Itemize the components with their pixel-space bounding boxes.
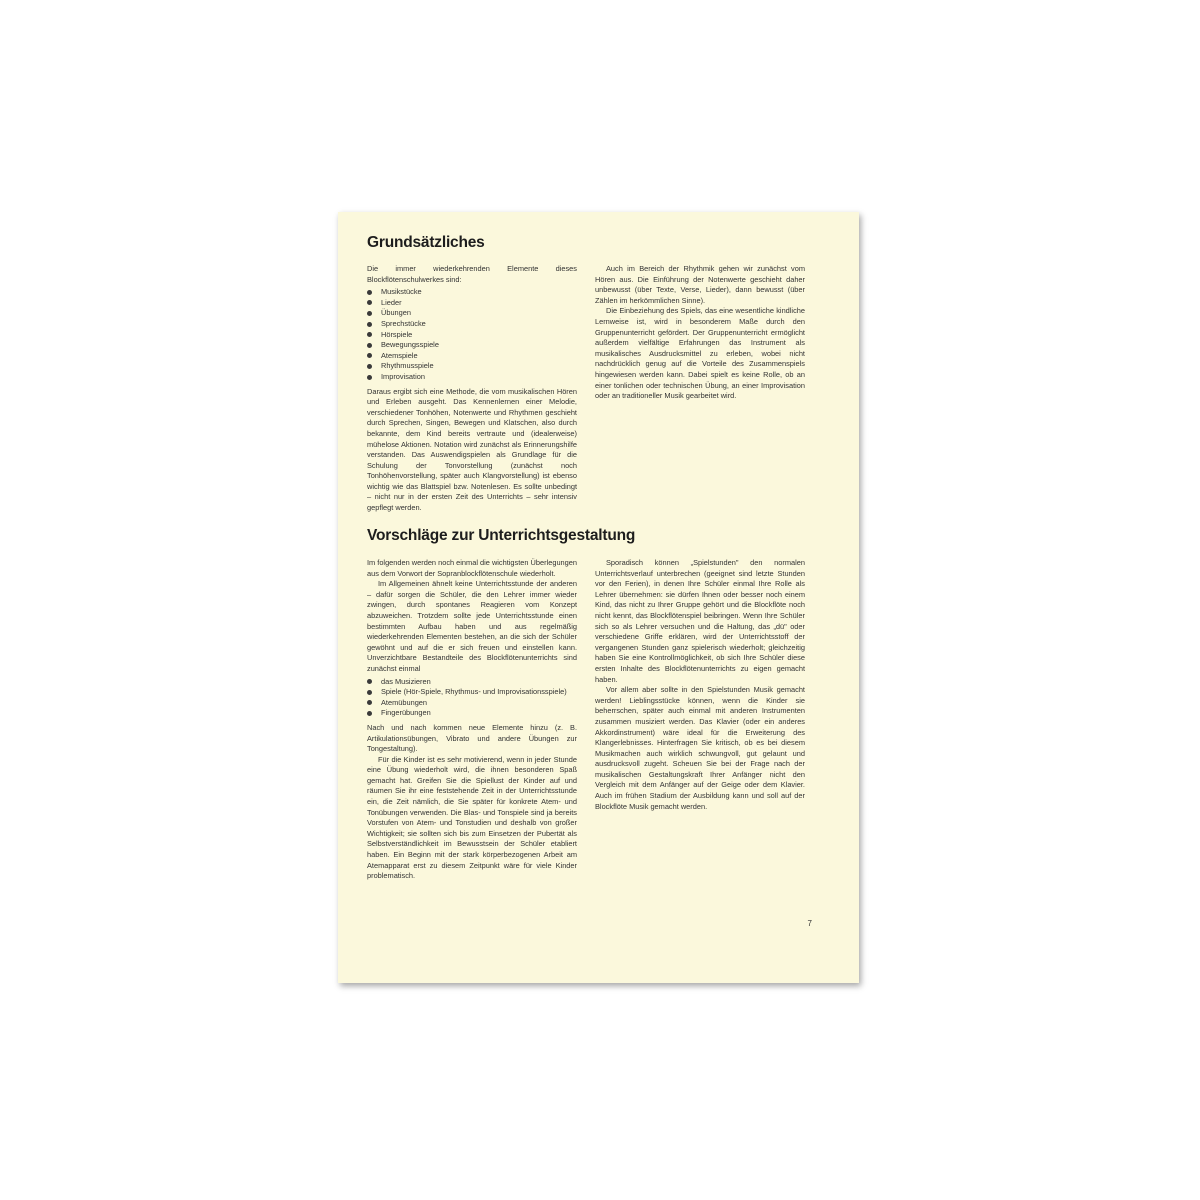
lesson-paragraph: Im Allgemeinen ähnelt keine Unterrichtsstunde der anderen – dafür sorgen die Schüler, die den Lehrer immer wieder zwingen, durch spontanes Reagieren vom Konzept abzuweichen. Trotzdem sollte jede Unterrichtsstunde einen bestimmten Aufbau haben und aus regelmäßig wiederkehrenden Elementen bestehen, an die sich der Schüler gewöhnt und auf die er sich freuen und einstellen kann. Unverzichtbare Bestandteile des Blockflötenunterrichts sind zunächst einmal — [367, 579, 577, 673]
bullet-icon — [367, 364, 372, 369]
music-paragraph: Vor allem aber sollte in den Spielstunden Musik gemacht werden! Lieblingsstücke können, wenn die Kinder sie beherrschen, später auch einmal mit anderen Instrumenten zusammen musiziert werden. Das Klavier (oder ein anderes Akkordinstrument) wäre ideal für die Erweiterung des Klangerlebnisses. Hinterfragen Sie kritisch, ob es bei diesem Musikmachen auch wirklich schwungvoll, gut gelaunt und ausdrucksvoll zugeht. Scheuen Sie bei der Frage nach der musikalischen Gestaltungskraft Ihrer Anfänger nicht den Vergleich mit dem Anfänger auf der Geige oder dem Klavier. Auch im frühen Stadium der Ausbildung kann und soll auf der Blockflöte Musik gemacht werden. — [595, 685, 805, 811]
bullet-icon — [367, 711, 372, 716]
elements-list — [367, 287, 577, 382]
bullet-icon — [367, 332, 372, 337]
list-item: Improvisation — [367, 372, 577, 383]
intro-paragraph: Die immer wiederkehrenden Elemente dieses Blockflötenschulwerkes sind: — [367, 264, 577, 284]
list-item: Lieder — [367, 298, 577, 309]
book-page — [338, 212, 859, 983]
list-item: Übungen — [367, 308, 577, 319]
bullet-icon — [367, 343, 372, 348]
bullet-icon — [367, 300, 372, 305]
method-paragraph: Daraus ergibt sich eine Methode, die vom musikalischen Hören und Erleben ausgeht. Das Kennenlernen einer Melodie, verschiedener Tonhöhen, Notenwerte und Rhythmen geschieht durch Sprechen, Singen, Bewegen und Klatschen, also durch bekannte, dem Kind bereits vertraute und (idealerweise) mühelose Aktionen. Notation wird zunächst als Erinnerungshilfe verstanden. Das Auswendigspielen als Grundlage für die Schulung der Tonvorstellung (zunächst noch Tonhöhenvorstellung, später auch Klangvorstellung) ist ebenso wichtig wie das Blattspiel bzw. Notenlesen. Es sollte unbedingt – nicht nur in der ersten Zeit des Unterrichts – sehr intensiv gepflegt werden. — [367, 386, 577, 513]
list-item: Musikstücke — [367, 287, 577, 298]
page-number: 7 — [807, 919, 812, 928]
list-item: Atemübungen — [367, 698, 577, 709]
bullet-icon — [367, 311, 372, 316]
column-3 — [367, 558, 577, 882]
list-item: Atemspiele — [367, 351, 577, 362]
column-2 — [595, 264, 805, 402]
rhythm-paragraph: Auch im Bereich der Rhythmik gehen wir zunächst vom Hören aus. Die Einführung der Notenwerte geschieht daher unbewusst (über Texte, Verse, Lieder), dann bewusst (über Zählen im herkömmlichen Sinne). — [595, 264, 805, 305]
list-item: das Musizieren — [367, 677, 577, 688]
bullet-icon — [367, 353, 372, 358]
list-item: Bewegungsspiele — [367, 340, 577, 351]
motivation-paragraph: Für die Kinder ist es sehr motivierend, wenn in jeder Stunde eine Übung wiederholt wird, die ihnen besonderen Spaß gemacht hat. Greifen Sie die Spiellust der Kinder auf und räumen Sie ihr eine feststehende Zeit in der Unterrichtsstunde ein, die Zeit nämlich, die Sie später für konkrete Atem- und Tonübungen verwenden. Die Blas- und Tonspiele sind ja bereits Vorstufen von Atem- und Tonstudien und deshalb von großer Wichtigkeit; sie sollten sich bis zum Einsetzen der Pubertät als Selbstverständlichkeit im Bewusstsein der Schüler etabliert haben. Ein Beginn mit der stark körperbezogenen Arbeit am Atemapparat erst zu diesem Zeitpunkt wäre für viele Kinder problematisch. — [367, 754, 577, 881]
new-elements-paragraph: Nach und nach kommen neue Elemente hinzu (z. B. Artikulationsübungen, Vibrato und andere Übungen zur Tongestaltung). — [367, 722, 577, 754]
bullet-icon — [367, 290, 372, 295]
list-item: Fingerübungen — [367, 708, 577, 719]
bullet-icon — [367, 679, 372, 684]
section-title-vorschlaege: Vorschläge zur Unterrichtsgestaltung — [367, 527, 636, 544]
list-item: Rhythmusspiele — [367, 361, 577, 372]
intro-paragraph: Im folgenden werden noch einmal die wichtigsten Überlegungen aus dem Vorwort der Sopranblockflötenschule wiederholt. — [367, 558, 577, 578]
bullet-icon — [367, 690, 372, 695]
list-item: Sprechstücke — [367, 319, 577, 330]
components-list — [367, 677, 577, 719]
column-4 — [595, 558, 805, 812]
bullet-icon — [367, 700, 372, 705]
column-1 — [367, 264, 577, 514]
bullet-icon — [367, 375, 372, 380]
list-item: Spiele (Hör-Spiele, Rhythmus- und Improvisationsspiele) — [367, 687, 577, 698]
section-title-grundsaetzliches: Grundsätzliches — [367, 234, 485, 251]
group-paragraph: Die Einbeziehung des Spiels, das eine wesentliche kindliche Lernweise ist, wird in besonderem Maße durch den Gruppenunterricht gefördert. Der Gruppenunterricht ermöglicht außerdem vielfältige Erfahrungen das Instrument als musikalisches Ausdrucksmittel zu erleben, wobei nicht nachdrücklich genug auf die Vorteile des Zusammenspiels hingewiesen werden kann. Dabei spielt es keine Rolle, ob an einer tonlichen oder technischen Übung, an einer Improvisation oder an traditioneller Musik gearbeitet wird. — [595, 306, 805, 401]
list-item: Hörspiele — [367, 330, 577, 341]
bullet-icon — [367, 322, 372, 327]
spielstunden-paragraph: Sporadisch können „Spielstunden" den normalen Unterrichtsverlauf unterbrechen (geeignet sind letzte Stunden vor den Ferien), in denen Ihre Schüler einmal Ihre Rolle als Lehrer übernehmen: sie dürfen Ihnen oder besser noch einem Kind, das nicht zu Ihrer Gruppe gehört und die Blockflöte noch nicht kennt, das Blockflötenspiel beibringen. Wenn Ihre Schüler sich so als Lehrer versuchen und die Haltung, das „dü" oder verschiedene Griffe erklären, wird der Unterrichtsstoff der vergangenen Stunden ganz spielerisch wiederholt; gleichzeitig haben Sie eine Kontrollmöglichkeit, ob sich Ihre Schüler diese ersten Inhalte des Blockflötenunterrichts zu eigen gemacht haben. — [595, 558, 805, 684]
